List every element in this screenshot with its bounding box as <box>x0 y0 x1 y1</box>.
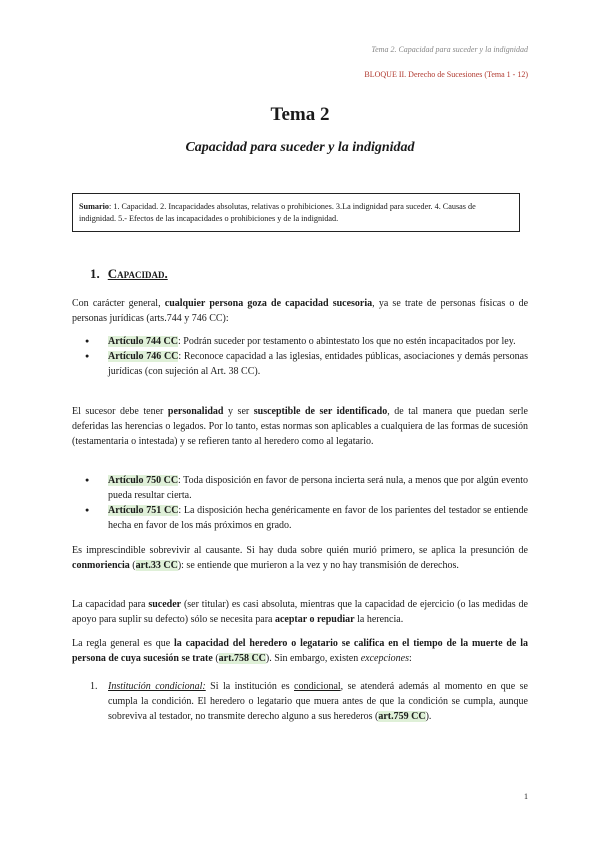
section-title: Capacidad. <box>107 266 168 281</box>
list-item <box>72 334 528 349</box>
article-text: : Reconoce capacidad a las iglesias, entidades públicas, asociaciones y demás personas jurídicas (con sujeción al Art. 38 CC). <box>108 351 529 377</box>
bold-run: personalidad <box>167 406 224 417</box>
text-run: ): se entiende que murieron a la vez y no hay transmisión de derechos. <box>177 560 459 571</box>
bold-run: aceptar o repudiar <box>274 614 355 625</box>
article-ref: art.33 CC <box>135 560 178 571</box>
summary-label: Sumario <box>79 202 110 211</box>
article-text: : Podrán suceder por testamento o abintestato los que no estén incapacitados por ley. <box>178 336 516 347</box>
article-ref: Artículo 750 CC <box>108 475 179 486</box>
text-run: , ya se trate de personas físicas o de personas jurídicas (arts.744 y 746 CC): <box>72 298 529 324</box>
running-header-block: BLOQUE II. Derecho de Sucesiones (Tema 1 - 12) <box>364 70 528 79</box>
paragraph-sucesor <box>72 404 528 449</box>
exception-label: Institución condicional: <box>108 681 206 692</box>
text-run: (ser titular) es casi absoluta, mientras que la capacidad de ejercicio (o las medidas de apoyo para suplir su defecto) sólo se necesita para <box>72 599 528 625</box>
summary-box <box>72 193 520 232</box>
paragraph-regla-general <box>72 636 528 666</box>
exceptions-list <box>72 679 528 724</box>
article-list-2 <box>72 473 528 533</box>
text-run: Si la institución es <box>205 681 295 692</box>
article-text: : La disposición hecha genéricamente en favor de los parientes del testador se entiende hecha en favor de los más próximos en grado. <box>108 505 528 531</box>
text-run: : <box>409 653 412 664</box>
paragraph-capacidad <box>72 597 528 627</box>
list-item <box>72 503 528 533</box>
article-ref: Artículo 744 CC <box>108 336 178 347</box>
bold-run: cualquier persona goza de capacidad sucesoria <box>164 298 373 309</box>
underlined-run: condicional <box>294 681 341 692</box>
paragraph-conmoriencia <box>72 543 528 573</box>
text-run: , de tal manera que puedan serle deferidas las herencias o legados. Por lo tanto, estas normas son aplicables a cualquiera de las formas de sucesión (testamentaria o intestada) y se refieren tanto al heredero como al legatario. <box>72 406 528 447</box>
text-run: la herencia. <box>354 614 404 625</box>
summary-text: : 1. Capacidad. 2. Incapacidades absolutas, relativas o prohibiciones. 3.La indignidad para suceder. 4. Causas de indignidad. 5.- Efectos de las incapacidades o prohibiciones y de la indignidad. <box>79 202 476 223</box>
page-subtitle: Capacidad para suceder y la indignidad <box>185 140 415 155</box>
text-run: Con carácter general, <box>72 298 165 309</box>
article-ref: Artículo 751 CC <box>108 505 179 516</box>
section-number: 1. <box>90 266 100 281</box>
text-run: ). Sin embargo, existen <box>265 653 361 664</box>
bold-run: suceder <box>148 599 182 610</box>
article-list-1 <box>72 334 528 379</box>
list-item <box>72 349 528 379</box>
text-run: , se atenderá además al momento en que se cumpla la condición. El heredero o legatario que muera antes de que la condición se cumpla, aunque sobreviva al testador, no transmite derecho alguno a sus herederos ( <box>108 681 528 722</box>
article-ref: art.758 CC <box>218 653 266 664</box>
text-run: ( <box>129 560 136 571</box>
italic-run: excepciones <box>360 653 410 664</box>
bold-run: susceptible de ser identificado <box>253 406 388 417</box>
paragraph-general <box>72 296 528 326</box>
bold-run: conmoriencia <box>72 560 130 571</box>
article-text: : Toda disposición en favor de persona incierta será nula, a menos que por algún evento pueda resultar cierta. <box>108 475 528 501</box>
list-item <box>72 473 528 503</box>
text-run: ). <box>425 711 432 722</box>
text-run: y ser <box>223 406 254 417</box>
list-number: 1. <box>90 681 98 692</box>
bold-run: la capacidad del heredero o legatario se califica en el tiempo de la muerte de la persona de cuya sucesión se trate <box>72 638 528 664</box>
list-item <box>72 679 528 724</box>
running-header-topic: Tema 2. Capacidad para suceder y la indignidad <box>371 45 528 54</box>
page-title: Tema 2 <box>270 104 330 125</box>
section-heading <box>90 266 168 282</box>
text-run: La regla general es que <box>72 638 174 649</box>
text-run: ( <box>212 653 219 664</box>
text-run: Es imprescindible sobrevivir al causante. Si hay duda sobre quién murió primero, se aplica la presunción de <box>72 545 528 556</box>
text-run: El sucesor debe tener <box>72 406 168 417</box>
article-ref: Artículo 746 CC <box>108 351 179 362</box>
article-ref: art.759 CC <box>378 711 426 722</box>
text-run: La capacidad para <box>72 599 149 610</box>
page-number: 1 <box>524 792 528 801</box>
